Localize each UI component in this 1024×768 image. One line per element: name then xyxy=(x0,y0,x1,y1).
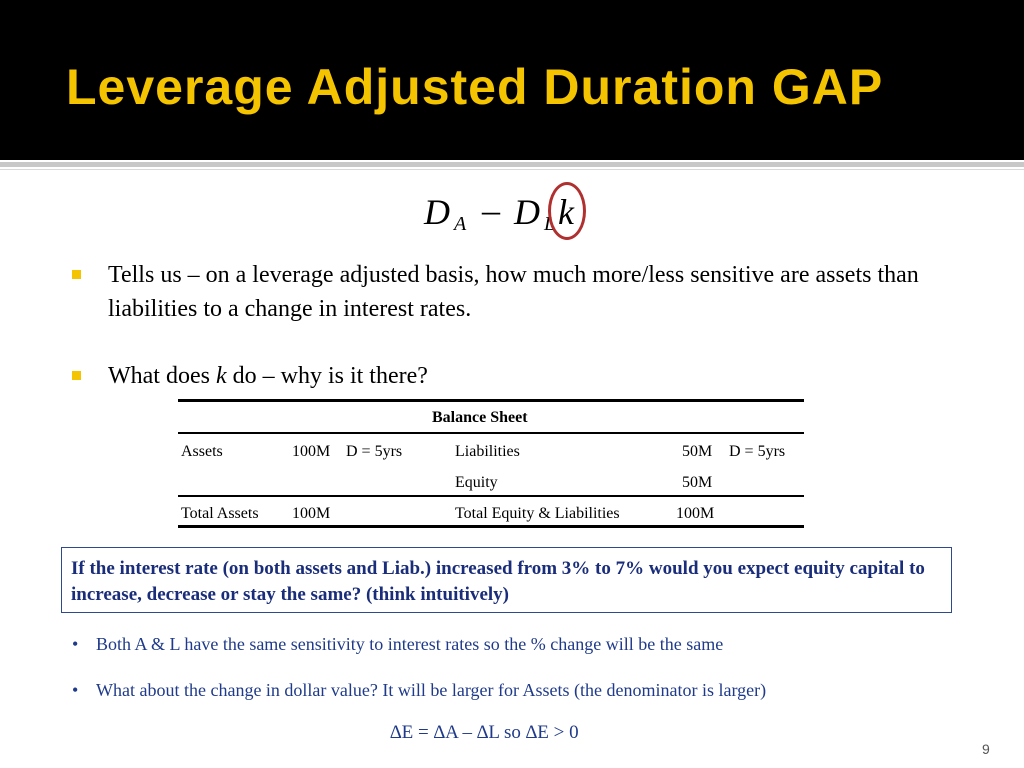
k-highlight-circle xyxy=(548,182,586,240)
formula-sub-liabilities: L xyxy=(544,213,556,235)
formula-d-liabilities: D xyxy=(514,192,540,232)
assets-label: Assets xyxy=(181,443,223,460)
equity-value: 50M xyxy=(682,474,713,491)
bullet-text: What does k do – why is it there? xyxy=(108,363,428,389)
total-assets-value: 100M xyxy=(292,505,331,522)
assets-value: 100M xyxy=(292,443,331,460)
question-box: If the interest rate (on both assets and Liab.) increased from 3% to 7% would you expect equity capital to increase, decrease or stay the same? (think intuitively) xyxy=(61,547,952,613)
liabilities-value: 50M xyxy=(682,443,713,460)
bullet-square-icon xyxy=(72,371,81,380)
table-total-rule xyxy=(178,495,804,497)
formula-sub-assets: A xyxy=(454,213,467,235)
balance-sheet-title: Balance Sheet xyxy=(432,409,528,426)
liabilities-duration: D = 5yrs xyxy=(729,443,786,460)
bullet-dot: • xyxy=(72,680,79,700)
formula-minus: – xyxy=(482,190,500,230)
title-divider xyxy=(0,162,1024,167)
liabilities-label: Liabilities xyxy=(455,443,520,460)
balance-sheet-table xyxy=(178,399,804,529)
total-equity-liabilities-value: 100M xyxy=(676,505,715,522)
formula-d-assets: D xyxy=(424,192,450,232)
table-header-rule xyxy=(178,432,804,434)
bullet-square-icon xyxy=(72,270,81,279)
sub-bullet-text: What about the change in dollar value? It will be larger for Assets (the denominator is larger) xyxy=(96,680,767,700)
total-assets-label: Total Assets xyxy=(181,505,259,522)
conclusion-equation: ∆E = ∆A – ∆L so ∆E > 0 xyxy=(390,722,579,743)
bullet-text: Tells us – on a leverage adjusted basis, how much more/less sensitive are assets than liabilities to a change in interest rates. xyxy=(108,262,919,322)
assets-duration: D = 5yrs xyxy=(346,443,403,460)
title-divider-thin xyxy=(0,169,1024,170)
page-number: 9 xyxy=(982,741,990,757)
formula-k: k xyxy=(558,192,574,232)
slide-title: Leverage Adjusted Duration GAP xyxy=(66,59,884,115)
table-top-rule xyxy=(178,399,804,402)
table-bottom-rule xyxy=(178,525,804,528)
equity-label: Equity xyxy=(455,474,498,491)
sub-bullet-text: Both A & L have the same sensitivity to interest rates so the % change will be the same xyxy=(96,634,724,654)
bullet-dot: • xyxy=(72,634,79,654)
total-equity-liabilities-label: Total Equity & Liabilities xyxy=(455,505,620,522)
